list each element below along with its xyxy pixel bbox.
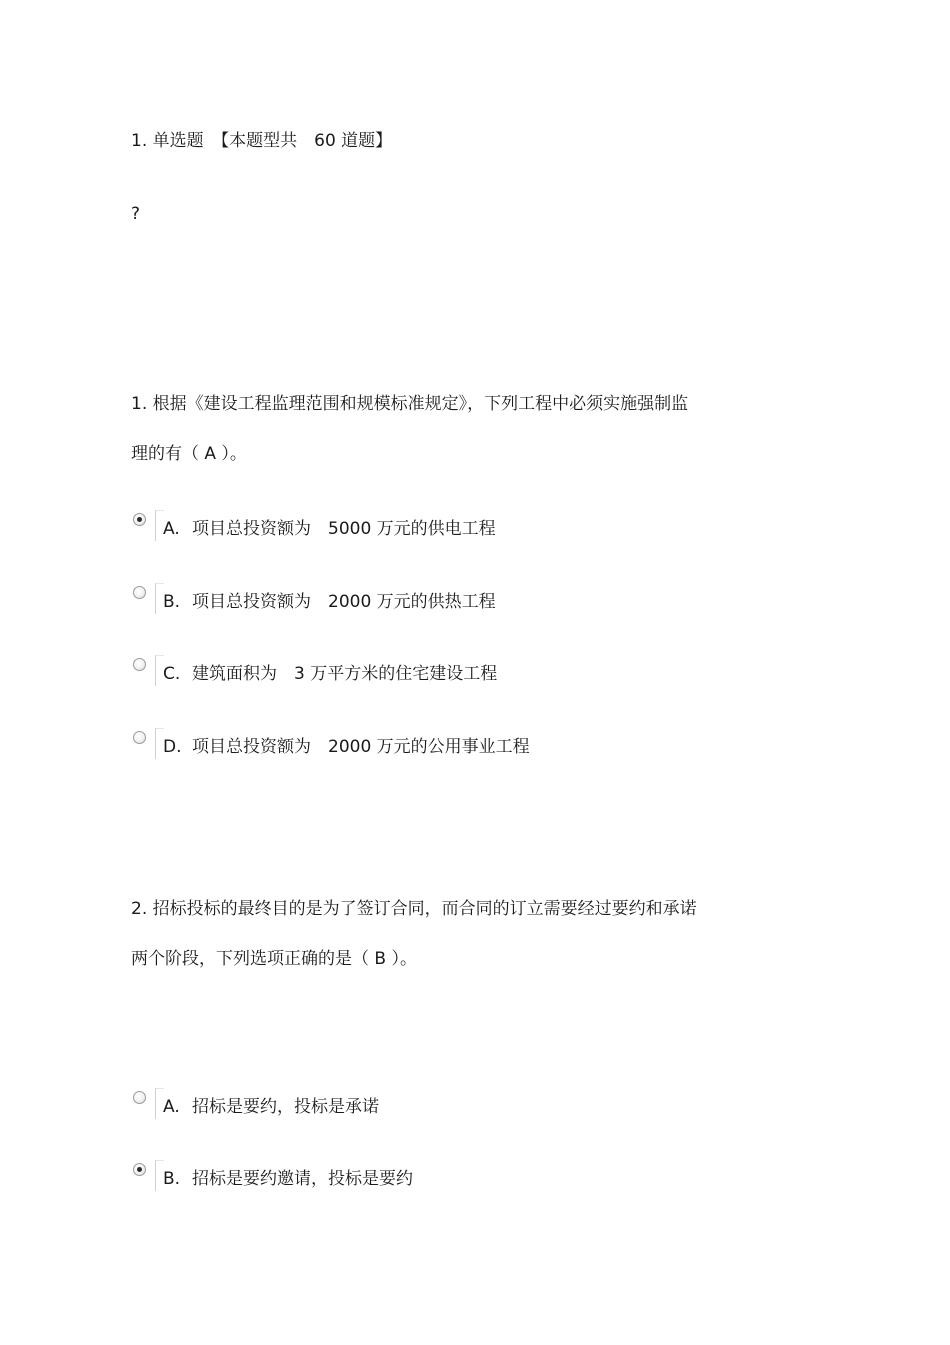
radio-button-icon[interactable] [133, 513, 146, 526]
option-text: 招标是要约邀请，投标是要约 [192, 1169, 413, 1189]
question-1-option-b[interactable] [131, 586, 731, 616]
option-text: 建筑面积为 3 万平方米的住宅建设工程 [192, 664, 498, 684]
radio-button-icon[interactable] [133, 731, 146, 744]
question-2-option-a[interactable] [131, 1091, 731, 1121]
question-1-option-d[interactable] [131, 731, 731, 761]
option-letter: B. [163, 1169, 181, 1189]
radio-button-icon[interactable] [133, 1091, 146, 1104]
radio-button-icon[interactable] [133, 658, 146, 671]
option-text: 项目总投资额为 2000 万元的供热工程 [192, 592, 496, 612]
question-1-text-line-2: 理的有（ A ）。 [131, 444, 247, 464]
option-text: 项目总投资额为 5000 万元的供电工程 [192, 519, 496, 539]
option-letter: A. [163, 1097, 180, 1117]
question-1-text-line-1: 1. 根据《建设工程监理范围和规模标准规定》，下列工程中必须实施强制监 [131, 394, 689, 414]
option-text: 项目总投资额为 2000 万元的公用事业工程 [192, 737, 530, 757]
question-1-option-c[interactable] [131, 658, 731, 688]
radio-button-icon[interactable] [133, 586, 146, 599]
option-text: 招标是要约，投标是承诺 [192, 1097, 379, 1117]
option-letter: C. [163, 664, 181, 684]
section-note: ? [131, 204, 141, 224]
option-letter: D. [163, 737, 182, 757]
question-2-text-line-1: 2. 招标投标的最终目的是为了签订合同，而合同的订立需要经过要约和承诺 [131, 899, 697, 919]
question-2-option-b[interactable] [131, 1163, 731, 1193]
question-1-option-a[interactable] [131, 513, 731, 543]
radio-selected-dot [137, 517, 142, 522]
section-title: 1. 单选题 【本题型共 60 道题】 [131, 131, 393, 151]
option-letter: B. [163, 592, 181, 612]
question-2-text-line-2: 两个阶段，下列选项正确的是（ B ）。 [131, 949, 417, 969]
option-letter: A. [163, 519, 180, 539]
radio-button-icon[interactable] [133, 1163, 146, 1176]
radio-selected-dot [137, 1167, 142, 1172]
